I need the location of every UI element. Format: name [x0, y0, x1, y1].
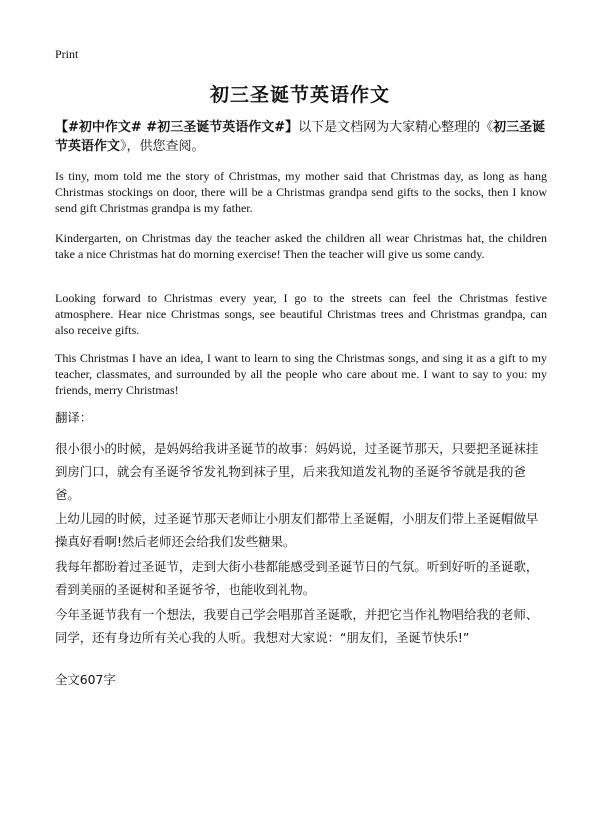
- page-title: 初三圣诞节英语作文: [209, 84, 390, 106]
- translation-heading: 翻译：: [55, 410, 93, 425]
- intro-text-after: 》，供您查阅。: [120, 139, 205, 154]
- english-paragraph-4: This Christmas I have an idea, I want to learn to sing the Christmas songs, and sing it as a gift to my teacher, classmates, and surrounded by all the people who care about me. I want to say to you: my friends, merry Christmas!: [55, 351, 547, 397]
- english-paragraph-3: Looking forward to Christmas every year, I go to the streets can feel the Christmas festive atmosphere. Hear nice Christmas songs, see beautiful Christmas trees and Christmas grandpa, can also receive gifts.: [55, 291, 547, 337]
- intro-paragraph: [55, 118, 547, 156]
- chinese-paragraph-1: 很小很小的时候，是妈妈给我讲圣诞节的故事：妈妈说，过圣诞节那天，只要把圣诞袜挂到房门口，就会有圣诞爷爷发礼物到袜子里，后来我知道发礼物的圣诞爷爷就是我的爸爸。: [55, 441, 539, 502]
- intro-article-name: 初三圣诞节英语作文: [55, 120, 546, 154]
- intro-text-before: 以下是文档网为大家精心整理的《: [298, 120, 494, 135]
- word-count: 全文607字: [55, 672, 116, 687]
- print-label: Print: [55, 47, 79, 61]
- chinese-paragraph-3: 我每年都盼着过圣诞节，走到大街小巷都能感受到圣诞节日的气氛。听到好听的圣诞歌，看到美丽的圣诞树和圣诞爷爷，也能收到礼物。: [55, 559, 539, 597]
- english-paragraph-2: Kindergarten, on Christmas day the teacher asked the children all wear Christmas hat, the children take a nice Christmas hat do morning exercise! Then the teacher will give us some candy.: [55, 231, 547, 261]
- intro-tags: 【#初中作文# #初三圣诞节英语作文#】: [55, 120, 299, 135]
- english-paragraph-1: Is tiny, mom told me the story of Christmas, my mother said that Christmas day, as long as hang Christmas stockings on door, there will be a Christmas grandpa send gifts to the socks, then I know send gift Christmas grandpa is my father.: [55, 169, 547, 215]
- chinese-paragraph-2: 上幼儿园的时候，过圣诞节那天老师让小朋友们都带上圣诞帽，小朋友们带上圣诞帽做早操真好看啊!然后老师还会给我们发些糖果。: [55, 511, 539, 549]
- chinese-paragraph-4: 今年圣诞节我有一个想法，我要自己学会唱那首圣诞歌，并把它当作礼物唱给我的老师、同学，还有身边所有关心我的人听。我想对大家说：“朋友们，圣诞节快乐!”: [55, 607, 539, 645]
